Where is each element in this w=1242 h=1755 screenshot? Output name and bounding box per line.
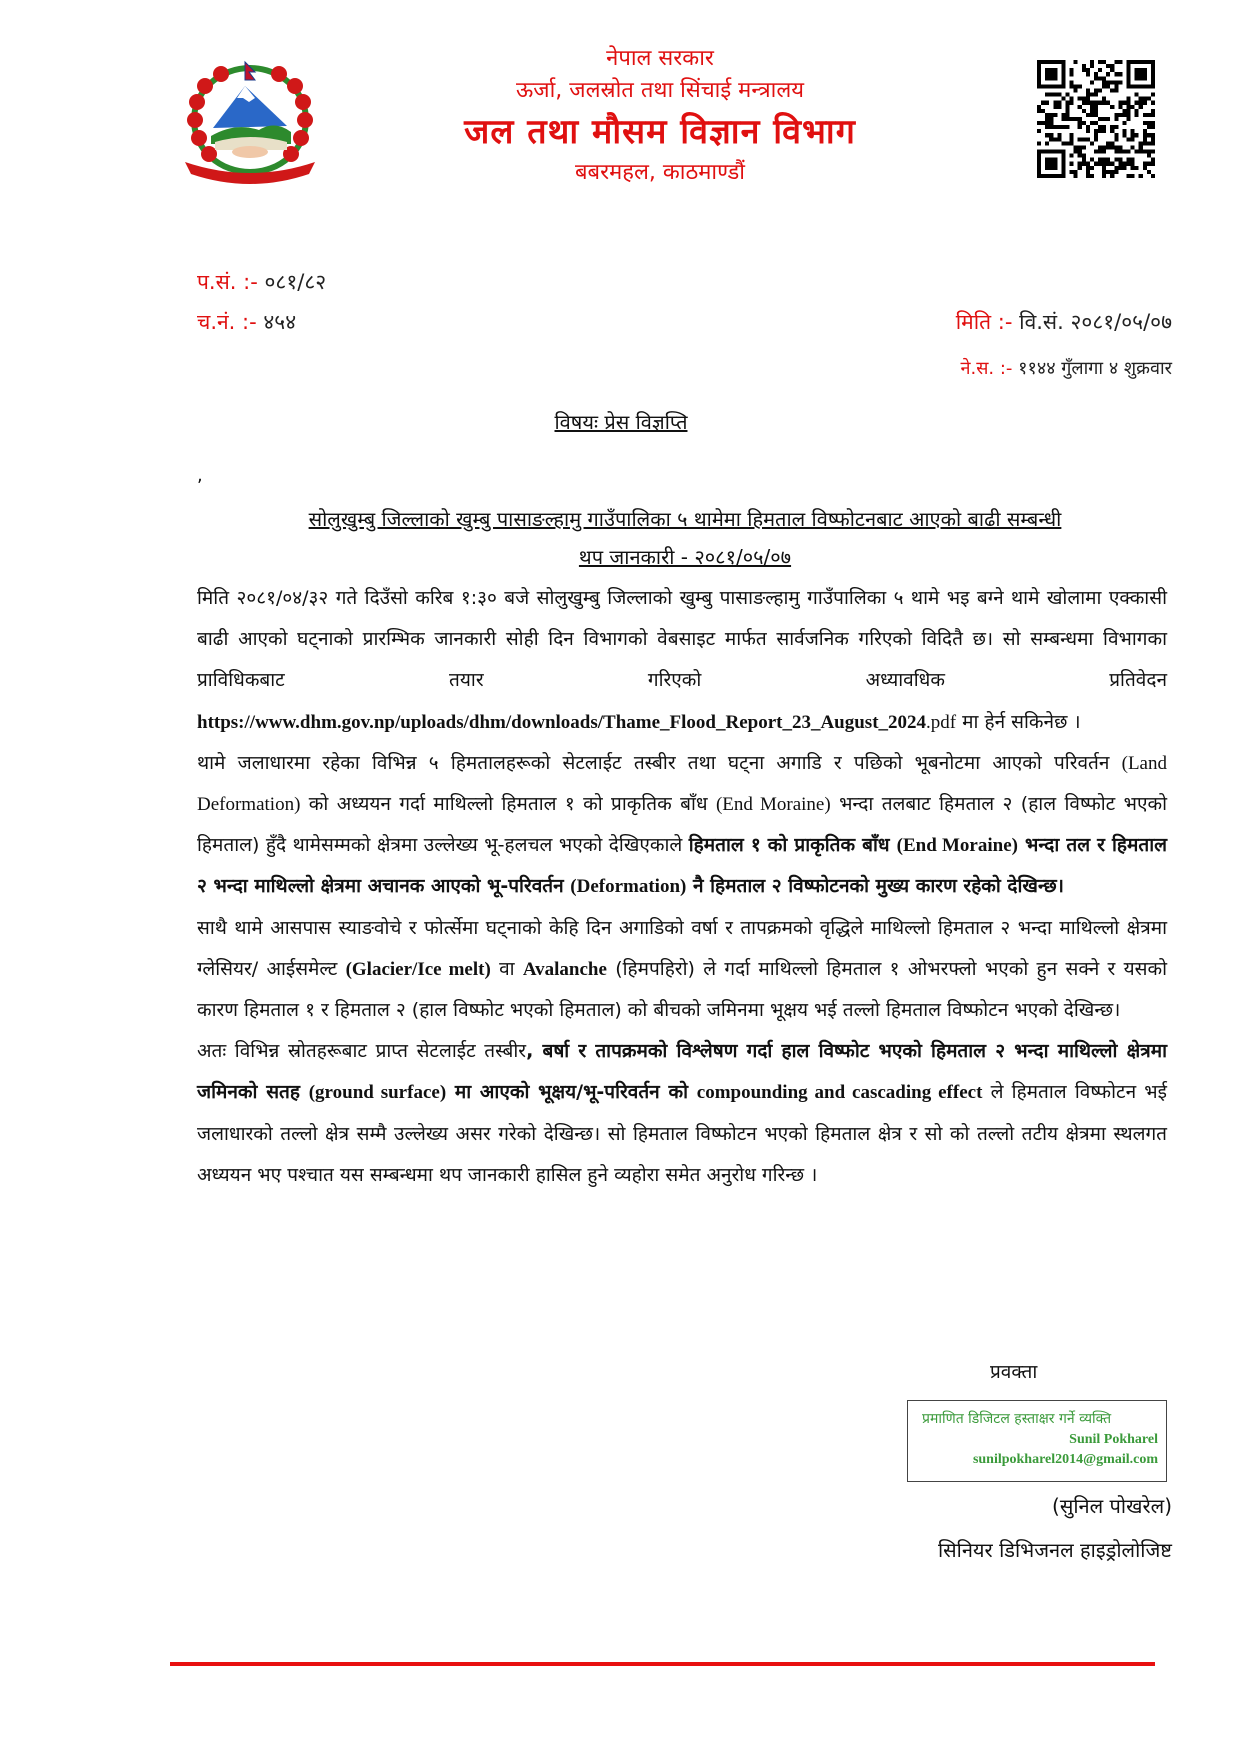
footer-divider [170, 1662, 1155, 1666]
qr-code-icon [1037, 60, 1155, 178]
signatory-name: (सुनिल पोखरेल) [1052, 1494, 1172, 1518]
paragraph-3: साथै थामे आसपास स्याङवोचे र फोर्त्सेमा घट्नाको केहि दिन अगाडिको वर्षा र तापक्रमको वृद्धिले माथिल्लो हिमताल २ भन्दा माथिल्लो क्षेत्रमा ग्लेसियर/ आईसमेल्ट (Glacier/Ice melt) वा Avalanche (हिमपहिरो) ले गर्दा माथिल्लो हिमताल १ ओभरफ्लो भएको हुन सक्ने र यसको कारण हिमताल १ र हिमताल २ (हाल विष्फोट भएको हिमताल) को बीचको जमिनमा भूक्षय भई तल्लो हिमताल विष्फोटन भएको देखिन्छ। [197, 916, 1167, 1022]
ns-label: ने.स. :- [960, 358, 1013, 379]
department-name: जल तथा मौसम विज्ञान विभाग [464, 112, 856, 152]
office-location: बबरमहल, काठमाण्डौं [574, 160, 745, 185]
nepal-government-emblem-icon [175, 58, 325, 188]
government-name: नेपाल सरकार [606, 46, 714, 71]
title-line-1: सोलुखुम्बु जिल्लाको खुम्बु पासाङल्हामु गाउँपालिका ५ थामेमा हिमताल विष्फोटनबाट आएको बाढी सम्बन्धी [308, 507, 1062, 531]
signer-email[interactable]: sunilpokharel2014@gmail.com [972, 1452, 1158, 1467]
ps-value: ०८१/८२ [264, 270, 327, 294]
title-line-2: थप जानकारी - २०८१/०५/०७ [578, 545, 792, 569]
spokesperson-role: प्रवक्ता [990, 1361, 1038, 1383]
date-label: मिति :- [955, 310, 1013, 334]
date [956, 308, 1172, 336]
cn-number [197, 308, 296, 336]
letterhead [440, 42, 880, 190]
ps-label: प.सं. :- [197, 270, 258, 294]
signer-name: Sunil Pokharel [1069, 1432, 1158, 1447]
date-value: वि.सं. २०८१/०५/०७ [1019, 310, 1172, 334]
report-link[interactable]: https://www.dhm.gov.np/uploads/dhm/downloads/Thame_Flood_Report_23_August_2024 [197, 711, 927, 733]
digital-signature-box[interactable] [907, 1400, 1167, 1482]
paragraph-1: मिति २०८१/०४/३२ गते दिउँसो करिब १:३० बजे सोलुखुम्बु जिल्लाको खुम्बु पासाङल्हामु गाउँपालिका ५ थामे भइ बग्ने थामे खोलामा एक्कासी बाढी आएको घट्नाको प्रारम्भिक जानकारी सोही दिन विभागको वेबसाइट मार्फत सार्वजनिक गरिएको विदितै छ। सो सम्बन्धमा विभागका प्राविधिकबाट तयार गरिएको अध्यावधिक प्रतिवेदन https://www.dhm.gov.np/uploads/dhm/downloads/Thame_Flood_Report_23_August_2024.pdf मा हेर्न सकिनेछ । [197, 587, 1167, 733]
paragraph-4: अतः विभिन्न स्रोतहरूबाट प्राप्त सेटलाईट तस्बीर, बर्षा र तापक्रमको विश्लेषण गर्दा हाल विष्फोट भएको हिमताल २ भन्दा माथिल्लो क्षेत्रमा जमिनको सतह (ground surface) मा आएको भूक्षय/भू-परिवर्तन को compounding and cascading effect ले हिमताल विष्फोटन भई जलाधारको तल्लो क्षेत्र सम्मै उल्लेख्य असर गरेको देखिन्छ। सो हिमताल विष्फोटन भएको हिमताल क्षेत्र र सो को तल्लो तटीय क्षेत्रमा स्थलगत अध्ययन भए पश्चात यस सम्बन्धमा थप जानकारी हासिल हुने व्यहोरा समेत अनुरोध गरिन्छ । [197, 1040, 1167, 1186]
press-release-body [197, 578, 1167, 1196]
ministry-name: ऊर्जा, जलस्रोत तथा सिंचाई मन्त्रालय [516, 78, 804, 103]
ns-value: ११४४ गुँलागा ४ शुक्रवार [1018, 358, 1172, 379]
cn-label: च.नं. :- [197, 310, 257, 334]
signature-caption: प्रमाणित डिजिटल हस्ताक्षर गर्ने व्यक्ति [922, 1411, 1112, 1427]
ps-number [197, 268, 326, 296]
nepal-sambat-date [961, 355, 1172, 383]
subject: विषयः प्रेस विज्ञप्ति [554, 410, 688, 434]
stray-mark: , [197, 465, 203, 486]
signatory-title: सिनियर डिभिजनल हाइड्रोलोजिष्ट [937, 1538, 1172, 1562]
cn-value: ४५४ [263, 310, 297, 334]
paragraph-2: थामे जलाधारमा रहेका विभिन्न ५ हिमतालहरूको सेटलाईट तस्बीर तथा घट्ना अगाडि र पछिको भूबनोटमा आएको परिवर्तन (Land Deformation) को अध्ययन गर्दा माथिल्लो हिमताल १ को प्राकृतिक बाँध (End Moraine) भन्दा तलबाट हिमताल २ (हाल विष्फोट भएको हिमताल) हुँदै थामेसम्मको क्षेत्रमा उल्लेख्य भू-हलचल भएको देखिएकाले हिमताल १ को प्राकृतिक बाँध (End Moraine) भन्दा तल र हिमताल २ भन्दा माथिल्लो क्षेत्रमा अचानक आएको भू-परिवर्तन (Deformation) नै हिमताल २ विष्फोटनको मुख्य कारण रहेको देखिन्छ। [197, 751, 1168, 898]
press-release-title [190, 500, 1180, 576]
